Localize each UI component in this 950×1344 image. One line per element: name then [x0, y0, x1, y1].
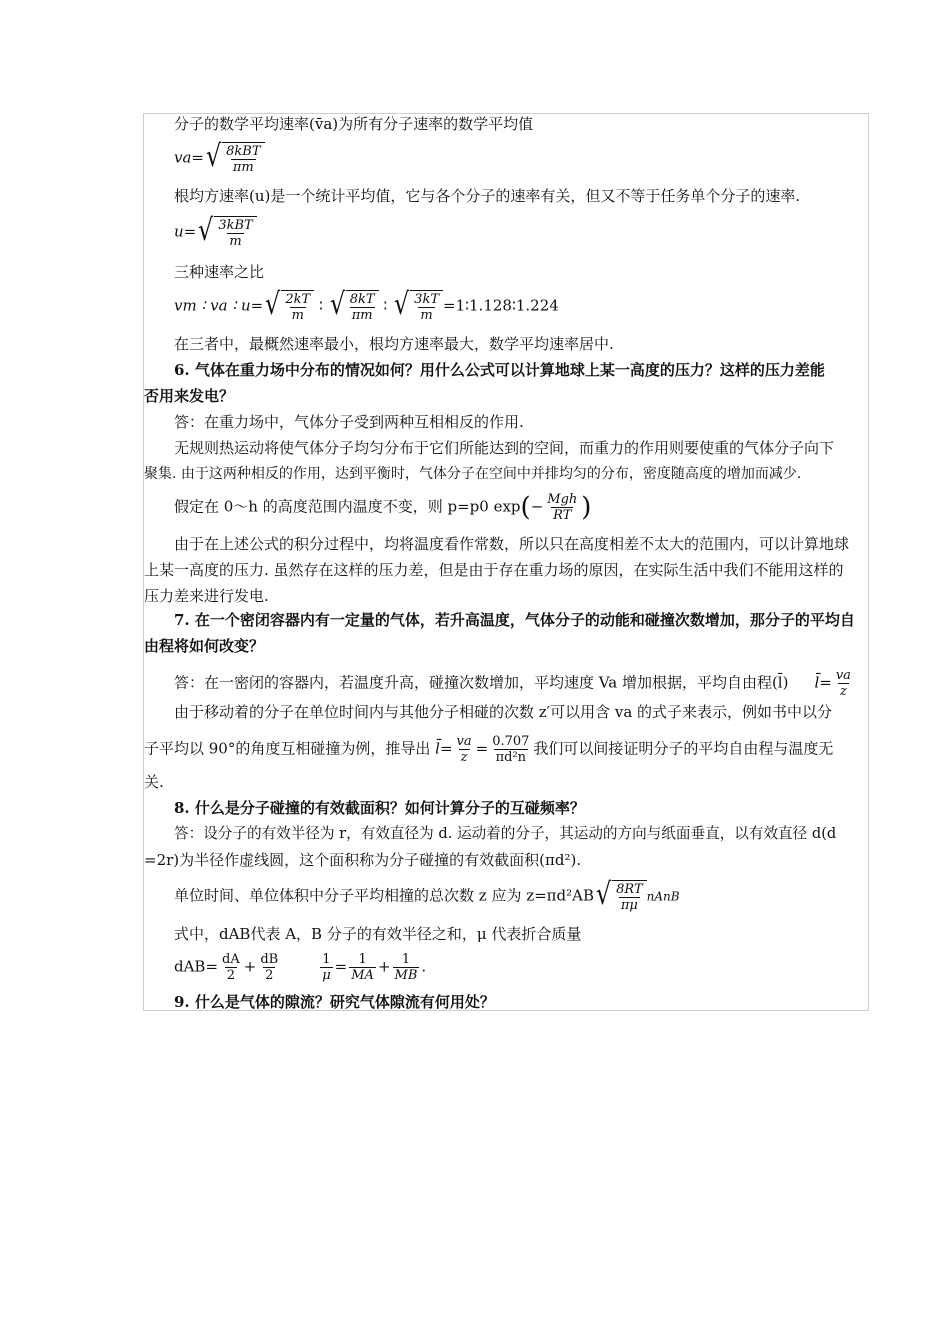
- formula-barometric: 假定在 0～h 的高度范围内温度不变，则 p=p0 exp(− Mgh RT ): [174, 492, 592, 523]
- text-line: 压力差来进行发电.: [144, 587, 269, 605]
- text-line: 分子的数学平均速率(v̄a)为所有分子速率的数学平均值: [174, 115, 534, 133]
- question-6: 6. 气体在重力场中分布的情况如何？用什么公式可以计算地球上某一高度的压力？这样的压力差能: [174, 361, 825, 379]
- formula-speed-ratio: vm ∶ va ∶ u= √ 2kT m ∶ √ 8kT πm ∶ √ 3kT m =1∶1.128∶1.224: [174, 287, 559, 323]
- answer-8: 答：设分子的有效半径为 r，有效直径为 d. 运动着的分子，其运动的方向与纸面垂直，以有效直径 d(d: [174, 825, 837, 842]
- text-line: =2r)为半径作虚线圆，这个面积称为分子碰撞的有效截面积(πd²).: [144, 851, 582, 869]
- text-line: 由于在上述公式的积分过程中，均将温度看作常数，所以只在高度相差不太大的范围内，可以计算地球: [174, 535, 850, 553]
- document-page: [143, 113, 869, 1011]
- question-6-cont: 否用来发电？: [144, 387, 235, 405]
- text-line: 关.: [144, 773, 164, 791]
- answer-7: 答：在一密闭的容器内，若温度升高，碰撞次数增加，平均速度 Va 增加根据，平均自由程(l̄) l̄= $\frac{va}{z}$: [174, 668, 851, 699]
- text-line: 根均方速率(u)是一个统计平均值，它与各个分子的速率有关，但又不等于任务单个分子的速率.: [174, 187, 801, 205]
- formula-mean-speed: va= √ 8kBT πm: [174, 142, 265, 175]
- text-line: 在三者中，最概然速率最小，根均方速率最大，数学平均速率居中.: [174, 335, 614, 353]
- text-line: 式中，dAB代表 A，B 分子的有效半径之和，μ 代表折合质量: [174, 925, 582, 943]
- text-line: 三种速率之比: [174, 263, 265, 281]
- formula-collision-frequency: 单位时间、单位体积中分子平均相撞的总次数 z 应为 z=πd²AB √ 8RT πμ nAnB: [174, 877, 680, 913]
- formula-rms-speed: u= √ 3kBT m: [174, 216, 257, 249]
- text-line: 由于移动着的分子在单位时间内与其他分子相碰的次数 z′可以用含 va 的式子来表示，例如书中以分: [174, 703, 833, 721]
- text-line: 上某一高度的压力. 虽然存在这样的压力差，但是由于存在重力场的原因，在实际生活中我们不能用这样的: [144, 561, 844, 579]
- text-line: 聚集. 由于这两种相反的作用，达到平衡时，气体分子在空间中并排均匀的分布，密度随高度的增加而减少.: [144, 466, 802, 482]
- question-7: 7. 在一个密闭容器内有一定量的气体，若升高温度，气体分子的动能和碰撞次数增加，那分子的平均自: [174, 611, 855, 629]
- text-line: 无规则热运动将使气体分子均匀分布于它们所能达到的空间，而重力的作用则要使重的气体分子向下: [174, 439, 835, 457]
- question-7-cont: 由程将如何改变？: [144, 637, 265, 655]
- question-9: 9. 什么是气体的隙流？研究气体隙流有何用处？: [174, 993, 495, 1011]
- formula-free-path: 子平均以 90°的角度互相碰撞为例，推导出 l̄= $\frac{va}{z}$ = $\frac{0.707}{\text{πd²n}}$ 我们可以间接证明分子的平均自由程与温度无: [144, 734, 834, 765]
- answer-6: 答：在重力场中，气体分子受到两种互相相反的作用.: [174, 413, 524, 431]
- question-8: 8. 什么是分子碰撞的有效截面积？如何计算分子的互碰频率？: [174, 799, 585, 817]
- formula-reduced-mass: dAB= $\frac{dA}{2}$ + $\frac{dB}{2}$ $\frac{1}{\mu}$ = $\frac{1}{MA}$ + $\frac{1}{MB}$ .: [174, 952, 427, 983]
